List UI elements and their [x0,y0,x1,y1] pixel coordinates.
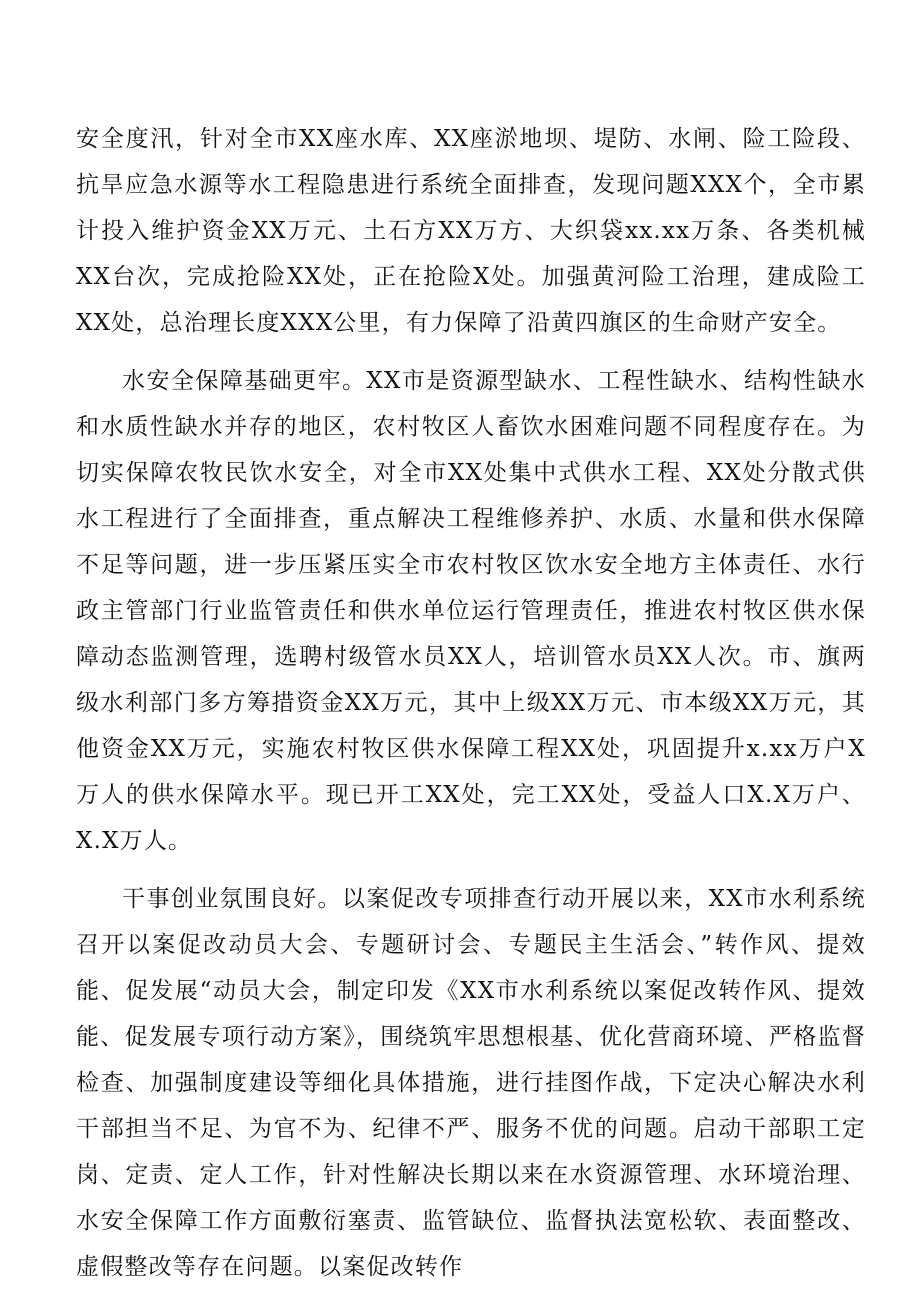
paragraph-water-security: 水安全保障基础更牢。XX市是资源型缺水、工程性缺水、结构性缺水和水质性缺水并存的地区，农村牧区人畜饮水困难问题不同程度存在。为切实保障农牧民饮水安全，对全市XX处集中式供水工程、XX处分散式供水工程进行了全面排查，重点解决工程维修养护、水质、水量和供水保障不足等问题，进一步压紧压实全市农村牧区饮水安全地方主体责任、水行政主管部门行业监管责任和供水单位运行管理责任，推进农村牧区供水保障动态监测管理，选聘村级管水员XX人，培训管水员XX人次。市、旗两级水利部门多方筹措资金XX万元，其中上级XX万元、市本级XX万元，其他资金XX万元，实施农村牧区供水保障工程XX处，巩固提升x.xx万户X万人的供水保障水平。现已开工XX处，完工XX处，受益人口X.X万户、X.X万人。 [76,368,866,854]
document-body [76,116,866,1290]
paragraph-work-atmosphere: 干事创业氛围良好。以案促改专项排查行动开展以来，XX市水利系统召开以案促改动员大会、专题研讨会、专题民主生活会、”转作风、提效能、促发展“动员大会，制定印发《XX市水利系统以案促改转作风、提效能、促发展专项行动方案》，围绕筑牢思想根基、优化营商环境、严格监督检查、加强制度建设等细化具体措施，进行挂图作战，下定决心解决水利干部担当不足、为官不为、纪律不严、服务不优的问题。启动干部职工定岗、定责、定人工作，针对性解决长期以来在水资源管理、水环境治理、水安全保障工作方面敷衍塞责、监管缺位、监督执法宽松软、表面整改、虚假整改等存在问题。以案促改转作 [76,886,866,1280]
paragraph-flood-safety: 安全度汛，针对全市XX座水库、XX座淤地坝、堤防、水闸、险工险段、抗旱应急水源等水工程隐患进行系统全面排查，发现问题XXX个，全市累计投入维护资金XX万元、土石方XX万方、大织袋xx.xx万条、各类机械XX台次，完成抢险XX处，正在抢险X处。加强黄河险工治理，建成险工XX处，总治理长度XXX公里，有力保障了沿黄四旗区的生命财产安全。 [76,126,866,336]
